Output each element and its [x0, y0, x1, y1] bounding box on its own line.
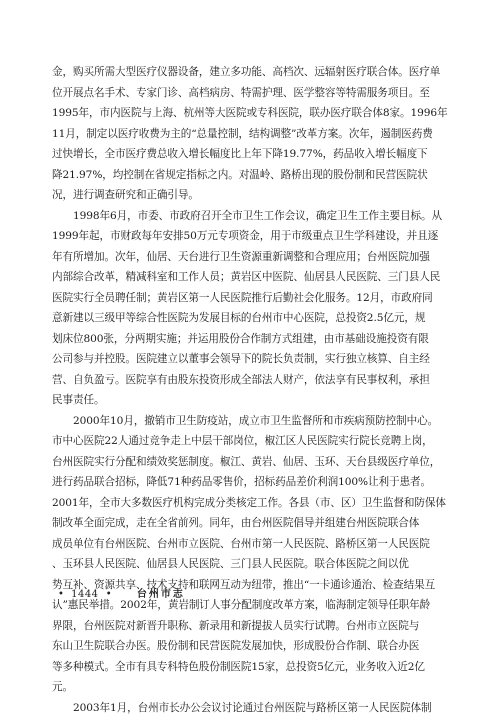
- text-line: 公司参与并控股。医院建立以董事会领导下的院长负责制，实行独立核算、自主经: [52, 349, 438, 370]
- text-line: 内部综合改革，精减科室和工作人员；黄岩区中医院、仙居县人民医院、三门县人民: [52, 267, 438, 288]
- text-line: 2001年，全市大多数医疗机构完成分类核定工作。各县（市、区）卫生监督和防保体: [52, 493, 438, 514]
- text-line: 医院实行全员聘任制；黄岩区第一人民医院推行后勤社会化服务。12月，市政府同: [52, 288, 438, 309]
- text-line: 元。: [52, 677, 438, 698]
- text-line: 位开展点名手术、专家门诊、高档病房、特需护理、医学整容等特需服务项目。至: [52, 83, 438, 104]
- text-line: 金，购买所需大型医疗仪器设备，建立多功能、高档次、远辐射医疗联合体。医疗单: [52, 62, 438, 83]
- text-line: 划床位800张，分两期实施；并运用股份合作制方式组建，由市基础设施投资有限: [52, 329, 438, 350]
- text-line: 民事责任。: [52, 390, 438, 411]
- text-line: 等多种模式。全市有具专科特色股份制医院15家，总投资5亿元，业务收入近2亿: [52, 657, 438, 678]
- text-line: 1999年起，市财政每年安排50万元专项资金，用于市级重点卫生学科建设，并且逐: [52, 226, 438, 247]
- text-line: 年有所增加。次年，仙居、天台进行卫生资源重新调整和合理应用；台州医院加强: [52, 247, 438, 268]
- book-title: 台州市志: [137, 589, 185, 600]
- text-line: 11月，制定以医疗收费为主的“总量控制，结构调整”改革方案。次年，遏制医药费: [52, 124, 438, 145]
- text-line: 2000年10月，撤销市卫生防疫站，成立市卫生监督所和市疾病预防控制中心。: [52, 411, 438, 432]
- text-line: 进行药品联合招标，降低71种药品零售价，招标药品差价利润100%让利于患者。: [52, 472, 438, 493]
- text-line: 市中心医院22人通过竞争走上中层干部岗位，椒江区人民医院实行院长竞聘上岗，: [52, 431, 438, 452]
- page-number: 1444: [71, 589, 98, 600]
- body-text: [52, 62, 438, 718]
- text-line: 、玉环县人民医院、仙居县人民医院、三门县人民医院。联合体医院之间以优: [52, 554, 438, 575]
- text-line: 营、自负盈亏。医院享有由股东投资形成全部法人财产，依法享有民事权利，承担: [52, 370, 438, 391]
- text-line: 过快增长，全市医疗费总收入增长幅度比上年下降19.77%，药品收入增长幅度下: [52, 144, 438, 165]
- footer-bullet: •: [106, 589, 112, 600]
- text-line: 1995年，市内医院与上海、杭州等大医院或专科医院，联办医疗联合体8家。1996年: [52, 103, 438, 124]
- text-line: 认”惠民举措。2002年，黄岩制订人事分配制度改革方案，临海制定领导任职年龄: [52, 595, 438, 616]
- text-line: 势互补、资源共享、技术支持和联网互动为纽带，推出“一卡通诊通治、检查结果互: [52, 575, 438, 596]
- text-line: 台州医院实行分配和绩效奖惩制度。椒江、黄岩、仙居、玉环、天台县级医疗单位，: [52, 452, 438, 473]
- text-line: 降21.97%，均控制在省规定指标之内。对温岭、路桥出现的股份制和民营医院状: [52, 165, 438, 186]
- text-line: 界限，台州医院对新晋升职称、新录用和新提拔人员实行试聘。台州市立医院与: [52, 616, 438, 637]
- text-line: 东山卫生院联合办医。股份制和民营医院发展加快，形成股份合作制、联合办医: [52, 636, 438, 657]
- text-line: 成员单位有台州医院、台州市立医院、台州市第一人民医院、路桥区第一人民医院: [52, 534, 438, 555]
- text-line: 制改革全面完成，走在全省前列。同年，由台州医院倡导并组建台州医院联合体: [52, 513, 438, 534]
- text-line: 1998年6月，市委、市政府召开全市卫生工作会议，确定卫生工作主要目标。从: [52, 206, 438, 227]
- text-line: 况，进行调查研究和正确引导。: [52, 185, 438, 206]
- footer-dot: •: [58, 589, 64, 600]
- page-footer: [58, 588, 185, 602]
- text-line: 意新建以三级甲等综合性医院为发展目标的台州市中心医院，总投资2.5亿元，规: [52, 308, 438, 329]
- text-line: 2003年1月，台州市长办公会议讨论通过台州医院与路桥区第一人民医院体制: [52, 698, 438, 718]
